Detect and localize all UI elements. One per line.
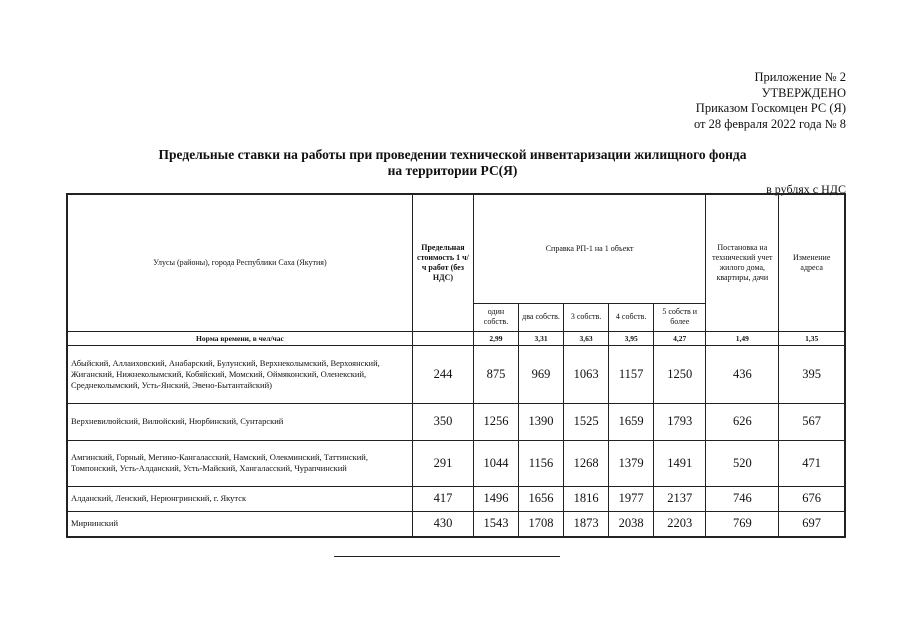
value-cell: 471 bbox=[779, 440, 845, 486]
value-cell: 1063 bbox=[564, 345, 609, 403]
document-title bbox=[0, 147, 905, 179]
table-row bbox=[67, 486, 845, 511]
norm-value: 3,63 bbox=[564, 331, 609, 345]
title-line-1: Предельные ставки на работы при проведении технической инвентаризации жилищного фонда bbox=[158, 147, 747, 162]
approval-line: УТВЕРЖДЕНО bbox=[761, 85, 846, 100]
currency-note: в рублях с НДС bbox=[766, 182, 846, 196]
header-price: Предельная стоимость 1 ч/ч работ (без НДС) bbox=[412, 194, 473, 331]
value-cell: 1157 bbox=[609, 345, 654, 403]
table-row bbox=[67, 345, 845, 403]
value-cell: 1543 bbox=[473, 511, 518, 537]
norm-label: Норма времени, в чел/час bbox=[67, 331, 412, 345]
norm-value: 3,31 bbox=[519, 331, 564, 345]
value-cell: 1250 bbox=[654, 345, 706, 403]
value-cell: 969 bbox=[519, 345, 564, 403]
value-cell: 746 bbox=[706, 486, 779, 511]
table-row bbox=[67, 403, 845, 440]
header-owners-2: два собств. bbox=[519, 303, 564, 331]
region-cell: Мирнинский bbox=[67, 511, 412, 537]
value-cell: 1268 bbox=[564, 440, 609, 486]
norm-value: 1,49 bbox=[706, 331, 779, 345]
region-cell: Верхневилюйский, Вилюйский, Нюрбинский, Сунтарский bbox=[67, 403, 412, 440]
value-cell: 2038 bbox=[609, 511, 654, 537]
header-certificate: Справка РП-1 на 1 объект bbox=[473, 194, 705, 303]
header-address-change: Изменение адреса bbox=[779, 194, 845, 331]
value-cell: 567 bbox=[779, 403, 845, 440]
appendix-line: Приложение № 2 bbox=[754, 70, 846, 84]
value-cell: 1656 bbox=[519, 486, 564, 511]
value-cell: 1390 bbox=[519, 403, 564, 440]
header-owners-5: 5 собств и более bbox=[654, 303, 706, 331]
value-cell: 1491 bbox=[654, 440, 706, 486]
value-cell: 1793 bbox=[654, 403, 706, 440]
value-cell: 626 bbox=[706, 403, 779, 440]
norm-value: 2,99 bbox=[473, 331, 518, 345]
value-cell: 676 bbox=[779, 486, 845, 511]
value-cell: 1873 bbox=[564, 511, 609, 537]
value-cell: 1816 bbox=[564, 486, 609, 511]
norm-value: 3,95 bbox=[609, 331, 654, 345]
region-cell: Абыйский, Аллаиховский, Анабарский, Булунский, Верхнеколымский, Верхоянский, Жиганский, Нижнеколымский, Кобяйский, Момский, Оймяконский, Оленекский, Среднеколымский, Усть-Янский, Эвено-Бытантайский) bbox=[67, 345, 412, 403]
title-line-2: на территории РС(Я) bbox=[387, 163, 518, 178]
value-cell: 1156 bbox=[519, 440, 564, 486]
region-cell: Амгинский, Горный, Мегино-Кангаласский, Намский, Олекминский, Таттинский, Томпонский, Усть-Алданский, Усть-Майский, Хангаласский, Чурапчинский bbox=[67, 440, 412, 486]
norm-price-empty bbox=[412, 331, 473, 345]
value-cell: 520 bbox=[706, 440, 779, 486]
value-cell: 395 bbox=[779, 345, 845, 403]
header-owners-1: один собств. bbox=[473, 303, 518, 331]
value-cell: 1708 bbox=[519, 511, 564, 537]
value-cell: 1525 bbox=[564, 403, 609, 440]
rates-table bbox=[66, 193, 846, 538]
price-cell: 417 bbox=[412, 486, 473, 511]
value-cell: 1977 bbox=[609, 486, 654, 511]
table-row bbox=[67, 511, 845, 537]
norm-row bbox=[67, 331, 845, 345]
value-cell: 1379 bbox=[609, 440, 654, 486]
date-line: от 28 февраля 2022 года № 8 bbox=[693, 116, 846, 131]
price-cell: 350 bbox=[412, 403, 473, 440]
value-cell: 1044 bbox=[473, 440, 518, 486]
value-cell: 875 bbox=[473, 345, 518, 403]
value-cell: 1256 bbox=[473, 403, 518, 440]
header-registration: Постановка на технический учет жилого дома, квартиры, дачи bbox=[706, 194, 779, 331]
value-cell: 697 bbox=[779, 511, 845, 537]
order-line: Приказом Госкомцен РС (Я) bbox=[695, 101, 846, 115]
footer-divider bbox=[334, 556, 560, 557]
value-cell: 436 bbox=[706, 345, 779, 403]
header-region: Улусы (районы), города Республики Саха (Якутия) bbox=[67, 194, 412, 331]
norm-value: 1,35 bbox=[779, 331, 845, 345]
price-cell: 430 bbox=[412, 511, 473, 537]
table-row bbox=[67, 440, 845, 486]
value-cell: 2203 bbox=[654, 511, 706, 537]
value-cell: 1659 bbox=[609, 403, 654, 440]
header-owners-4: 4 собств. bbox=[609, 303, 654, 331]
price-cell: 291 bbox=[412, 440, 473, 486]
value-cell: 769 bbox=[706, 511, 779, 537]
region-cell: Алданский, Ленский, Нерюнгринский, г. Якутск bbox=[67, 486, 412, 511]
price-cell: 244 bbox=[412, 345, 473, 403]
header-owners-3: 3 собств. bbox=[564, 303, 609, 331]
appendix-header bbox=[694, 70, 846, 132]
value-cell: 1496 bbox=[473, 486, 518, 511]
value-cell: 2137 bbox=[654, 486, 706, 511]
norm-value: 4,27 bbox=[654, 331, 706, 345]
table-header-row bbox=[67, 194, 845, 303]
